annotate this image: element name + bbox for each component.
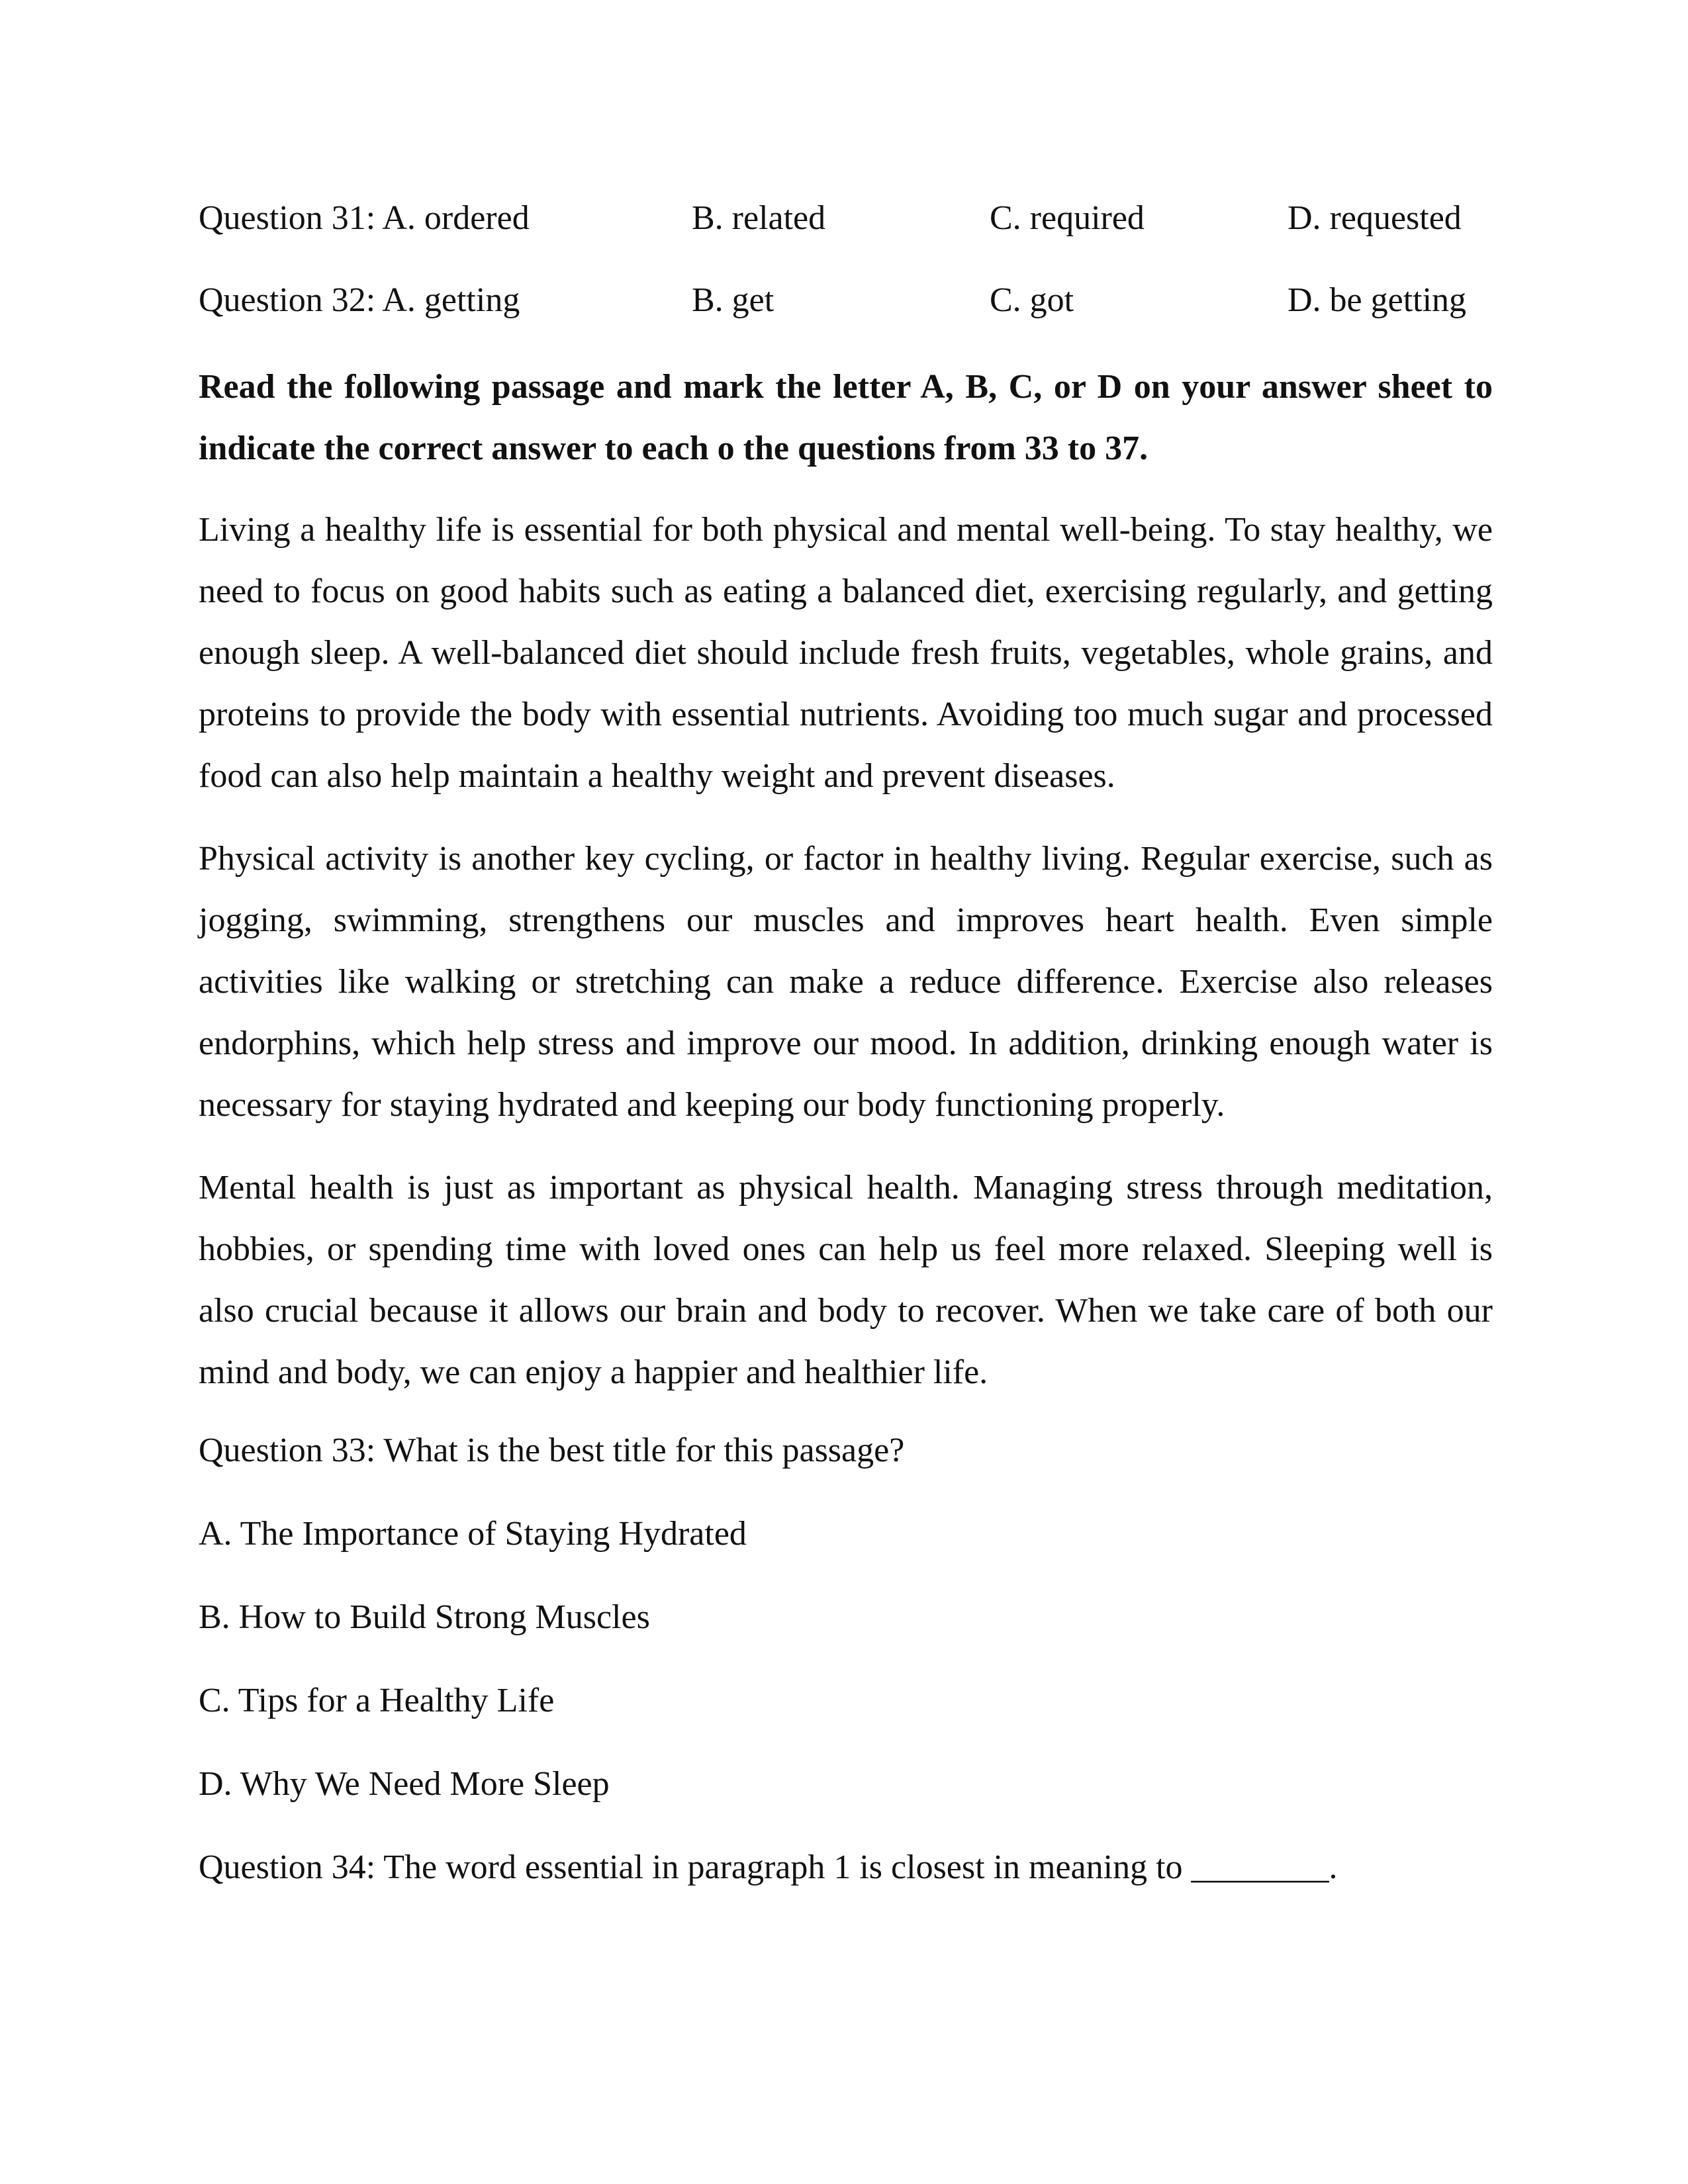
question-34-text: Question 34: The word essential in paragraph 1 is closest in meaning to ________. [199, 1848, 1338, 1886]
question-32-option-b: B. get [692, 281, 774, 319]
question-31-option-c: C. required [990, 199, 1145, 237]
question-32-option-d: D. be getting [1288, 281, 1467, 319]
passage-paragraph-1: Living a healthy life is essential for both physical and mental well-being. To stay healthy, we need to focus on good habits such as eating a balanced diet, exercising regularly, and getting enough sleep. A well-balanced diet should include fresh fruits, vegetables, whole grains, and proteins to provide the body with essential nutrients. Avoiding too much sugar and processed food can also help maintain a healthy weight and prevent diseases. [199, 511, 1493, 795]
question-33-text: Question 33: What is the best title for this passage? [199, 1432, 905, 1469]
question-33-option-b: B. How to Build Strong Muscles [199, 1598, 650, 1636]
question-32-option-c: C. got [990, 281, 1074, 319]
question-32-option-a: Question 32: A. getting [199, 281, 520, 319]
question-33-option-c: C. Tips for a Healthy Life [199, 1682, 555, 1719]
passage-paragraph-3: Mental health is just as important as physical health. Managing stress through meditation, hobbies, or spending time with loved ones can help us feel more relaxed. Sleeping well is also crucial because it allows our brain and body to recover. When we take care of both our mind and body, we can enjoy a happier and healthier life. [199, 1169, 1493, 1391]
reading-instruction: Read the following passage and mark the letter A, B, C, or D on your answer sheet to indicate the correct answer to each o the questions from 33 to 37. [199, 368, 1493, 467]
question-31-option-b: B. related [692, 199, 826, 237]
question-33-option-d: D. Why We Need More Sleep [199, 1765, 610, 1803]
question-31-option-a: Question 31: A. ordered [199, 199, 530, 237]
question-31-options [199, 192, 1493, 245]
document-page [199, 192, 1493, 1925]
question-32-options [199, 274, 1493, 327]
question-31-option-d: D. requested [1288, 199, 1462, 237]
passage-paragraph-2: Physical activity is another key cycling, or factor in healthy living. Regular exercise, such as jogging, swimming, strengthens our muscles and improves heart health. Even simple activities like walking or stretching can make a reduce difference. Exercise also releases endorphins, which help stress and improve our mood. In addition, drinking enough water is necessary for staying hydrated and keeping our body functioning properly. [199, 840, 1493, 1124]
question-33-option-a: A. The Importance of Staying Hydrated [199, 1515, 747, 1553]
